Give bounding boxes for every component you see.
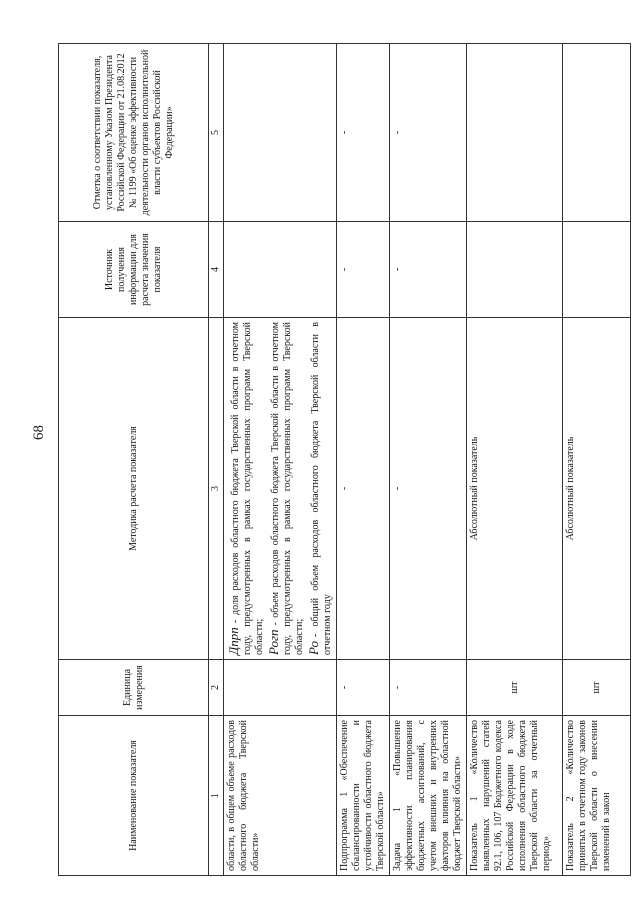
- formula-description: - общий объем расходов областного бюджета Тверской области в отчетном году: [310, 322, 333, 655]
- formula-line-3: [306, 322, 334, 655]
- row-decree: [224, 44, 337, 222]
- row-decree: -: [337, 44, 390, 222]
- table-wrapper: [58, 44, 616, 876]
- col-number-1: 1: [209, 716, 224, 876]
- header-source: Источник получения информации для расчета значения показателя: [59, 222, 209, 318]
- table-row: [390, 44, 467, 876]
- row-method: Абсолютный показатель: [563, 318, 631, 660]
- row-method: Абсолютный показатель: [467, 318, 563, 660]
- row-unit: шт: [563, 660, 631, 716]
- header-unit: Единица измерения: [59, 660, 209, 716]
- row-decree: [467, 44, 563, 222]
- row-name: области, в общем объеме расходов областного бюджета Тверской области»: [224, 716, 337, 876]
- row-method: -: [390, 318, 467, 660]
- row-source: -: [390, 222, 467, 318]
- column-numbers-row: [209, 44, 224, 876]
- row-unit: [224, 660, 337, 716]
- page-number: 68: [31, 425, 47, 440]
- row-source: [467, 222, 563, 318]
- col-number-2: 2: [209, 660, 224, 716]
- formula-variable: Ро: [306, 641, 321, 655]
- header-method: Методика расчета показателя: [59, 318, 209, 660]
- rotated-table-container: [58, 44, 616, 876]
- col-number-4: 4: [209, 222, 224, 318]
- row-source: -: [337, 222, 390, 318]
- formula-description: - объем расходов областного бюджета Тверской области в отчетном году, предусмотренных в рамках государственных программ Тверской области;: [270, 322, 305, 655]
- row-name: Задача 1 «Повышение эффективности планирования бюджетных ассигнований, с учетом внешних и внутренних факторов влияния на областной бюджет Тверской области»: [390, 716, 467, 876]
- row-unit: шт: [467, 660, 563, 716]
- row-unit: -: [390, 660, 467, 716]
- table-row: [224, 44, 337, 876]
- row-unit: -: [337, 660, 390, 716]
- table-row: [467, 44, 563, 876]
- table-row: [563, 44, 631, 876]
- header-decree: Отметка о соответствии показателя, установленному Указом Президента Российской Федерации от 21.08.2012 № 1199 «Об оценке эффективности деятельности органов исполнительной власти субъектов Российской Федерации»: [59, 44, 209, 222]
- row-source: [224, 222, 337, 318]
- row-method: [224, 318, 337, 660]
- header-name: Наименование показателя: [59, 716, 209, 876]
- indicators-table: [58, 43, 631, 876]
- row-decree: -: [390, 44, 467, 222]
- formula-variable: Дпрп: [226, 627, 241, 655]
- row-decree: [563, 44, 631, 222]
- row-method: -: [337, 318, 390, 660]
- row-name: Показатель 2 «Количество принятых в отчетном году законов Тверской области о внесении изменений в закон: [563, 716, 631, 876]
- formula-line-2: [266, 322, 306, 655]
- row-source: [563, 222, 631, 318]
- formula-line-1: [226, 322, 266, 655]
- col-number-3: 3: [209, 318, 224, 660]
- formula-variable: Рогп: [266, 629, 281, 655]
- formula-description: - доля расходов областного бюджета Тверской области в отчетном году, предусмотренных в рамках государственных программ Тверской области;: [230, 322, 265, 655]
- table-row: [337, 44, 390, 876]
- col-number-5: 5: [209, 44, 224, 222]
- row-name: Подпрограмма 1 «Обеспечение сбалансированности и устойчивости областного бюджета Тверской области»: [337, 716, 390, 876]
- row-name: Показатель 1 «Количество выявленных нарушений статей 92.1, 106, 107 Бюджетного кодекса Российской Федерации в ходе исполнения областного бюджета Тверской области за отчетный период»: [467, 716, 563, 876]
- header-row: [59, 44, 209, 876]
